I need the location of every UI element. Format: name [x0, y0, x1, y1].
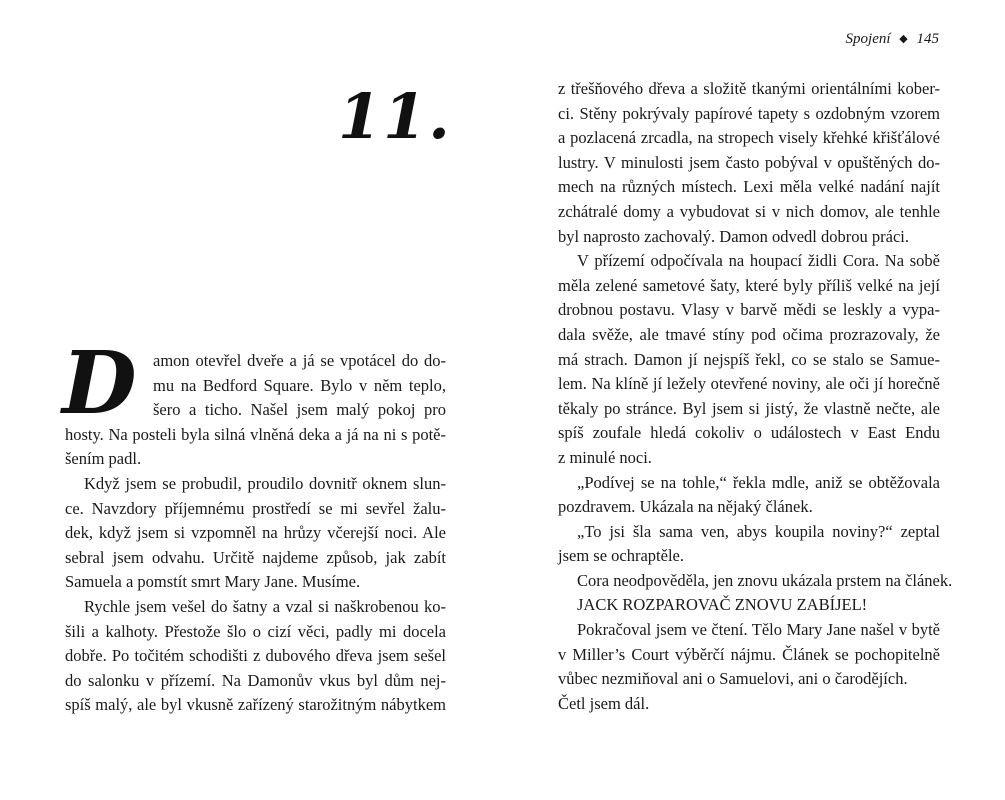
text-line: dala svěže, ale tmavé stíny pod očima prozrazovaly, že [558, 324, 940, 344]
text-line: z třešňového dřeva a složitě tkanými orientálními kober- [558, 79, 940, 98]
text-line: V přízemí odpočívala na houpací židli Cora. Na sobě [577, 251, 940, 271]
text-line: měla zelené sametové šaty, které byly příliš velké na její [558, 275, 940, 295]
text-line: dek, když jsem si vzpomněl na hrůzy včerejší noci. Ale [65, 523, 446, 543]
text-line: mech na různých místech. Lexi měla velké nadání najít [558, 177, 940, 197]
text-line: ce. Navzdory příjemnému prostředí se mi sevřel žalu- [65, 498, 446, 518]
text-line: Samuela a pomstít smrt Mary Jane. Musíme. [65, 572, 361, 592]
text-line: vůbec nezmiňoval ani o Samuelovi, ani o čarodějích. [558, 669, 908, 689]
chapter-number: 11. [338, 80, 452, 153]
text-line: v Miller’s Court výběrčí nájmu. Článek se pochopitelně [558, 644, 940, 664]
text-line: lem. Na klíně jí ležely otevřené noviny, ale oči jí horečně [558, 374, 940, 394]
text-line: Četl jsem dál. [558, 693, 650, 713]
text-line: mu na Bedford Square. Bylo v něm teplo, [153, 375, 446, 395]
text-line: Rychle jsem vešel do šatny a vzal si naškrobenou ko- [84, 596, 446, 616]
text-line: a pozlacená zrcadla, na stropech visely křehké křišťálové [558, 128, 940, 148]
diamond-icon: ◆ [899, 33, 908, 45]
text-line: Když jsem se probudil, proudilo dovnitř oknem slun- [84, 473, 446, 493]
text-line: do salonku v přízemí. Na Damonův vkus byl dům nej- [65, 670, 446, 690]
text-line: spíš zoufale hledá cokoliv o událostech v East Endu [558, 423, 940, 443]
left-page [0, 0, 500, 800]
left-body-text [65, 349, 446, 718]
text-line: dobře. Po točitém schodišti z dubového dřeva jsem sešel [65, 646, 446, 666]
running-header [846, 31, 939, 48]
text-line: šili a kalhoty. Přestože šlo o cizí věci, padly mi docela [65, 621, 446, 641]
text-line: „Podívej se na tohle,“ řekla mdle, aniž se obtěžovala [577, 472, 940, 492]
text-line: amon otevřel dveře a já se vpotácel do do- [153, 351, 446, 370]
text-line: spíš malý, ale byl vkusně zařízený starožitným nábytkem [65, 695, 446, 715]
text-line: jsem se ochraptěle. [558, 546, 684, 566]
right-page [500, 0, 1005, 800]
drop-cap: D [62, 333, 137, 434]
text-line: Pokračoval jsem ve čtení. Tělo Mary Jane našel v bytě [577, 620, 940, 640]
headline-text: JACK ROZPAROVAČ ZNOVU ZABÍJEL! [577, 595, 868, 615]
text-line: z minulé noci. [558, 447, 652, 467]
header-title: Spojení [845, 31, 891, 47]
page-number: 145 [916, 31, 939, 47]
text-line: byl naprosto zachovalý. Damon odvedl dobrou práci. [558, 226, 909, 246]
text-line: sebral jsem odvahu. Určitě najdeme způsob, jak zabít [65, 547, 446, 567]
text-line: těkaly po stránce. Byl jsem si jistý, že vlastně nečte, ale [558, 398, 940, 418]
text-line: hosty. Na posteli byla silná vlněná deka a já na ni s potě- [65, 424, 446, 444]
text-line: drobnou postavu. Vlasy v barvě mědi se leskly a vypa- [558, 300, 940, 320]
text-line: pozdravem. Ukázala na nějaký článek. [558, 497, 813, 517]
right-body-text [558, 77, 953, 716]
text-line: šero a ticho. Našel jsem malý pokoj pro [153, 400, 446, 420]
text-line: má strach. Damon jí nejspíš řekl, co se stalo se Samue- [558, 349, 940, 369]
text-line: šením padl. [65, 449, 142, 469]
text-line: ci. Stěny pokrývaly papírové tapety s ozdobným vzorem [558, 103, 940, 123]
text-line: lustry. V minulosti jsem často pobýval v opuštěných do- [558, 152, 940, 172]
text-line: Cora neodpověděla, jen znovu ukázala prstem na článek. [577, 570, 953, 590]
text-line: „To jsi šla sama ven, abys koupila noviny?“ zeptal [577, 521, 940, 541]
text-line: zchátralé domy a vybudovat si v nich domov, ale tenhle [558, 201, 940, 221]
